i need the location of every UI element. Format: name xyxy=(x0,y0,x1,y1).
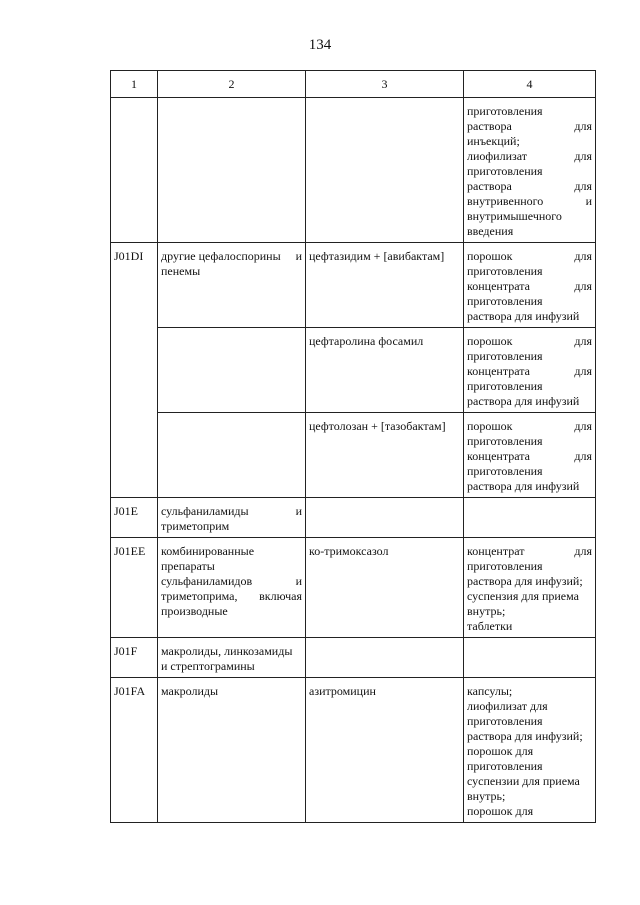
anatomical-group-cell xyxy=(158,413,306,498)
form-line-end: для xyxy=(574,419,592,433)
dosage-form-cell xyxy=(464,678,596,823)
form-line-start: внутривенного xyxy=(467,194,544,208)
drug-name-cell: ко-тримоксазол xyxy=(306,538,464,638)
dosage-form-cell xyxy=(464,413,596,498)
table-row xyxy=(111,243,596,328)
anatomical-group-cell xyxy=(158,498,306,538)
anatomical-group-cell xyxy=(158,98,306,243)
atc-code-cell: J01FA xyxy=(111,678,158,823)
page-number: 134 xyxy=(308,37,332,53)
form-line-end: для xyxy=(574,449,592,463)
anatomical-group-cell xyxy=(158,243,306,328)
table-row xyxy=(111,98,596,243)
group-line xyxy=(161,589,302,604)
dosage-form-cell xyxy=(464,328,596,413)
form-line-start: порошок xyxy=(467,249,513,263)
form-line: введения xyxy=(467,224,514,238)
form-line-end: для xyxy=(574,364,592,378)
anatomical-group-cell xyxy=(158,638,306,678)
form-line-end: для xyxy=(574,334,592,348)
form-line: приготовления xyxy=(467,559,543,573)
form-line xyxy=(467,149,592,164)
form-line-end: для xyxy=(574,544,592,558)
form-line xyxy=(467,419,592,434)
form-line-start: концентрат xyxy=(467,544,525,558)
anatomical-group-cell xyxy=(158,538,306,638)
table-header-row xyxy=(111,71,596,98)
atc-code-cell: J01EE xyxy=(111,538,158,638)
form-line: лиофилизат для xyxy=(467,699,548,713)
group-line-end: и xyxy=(295,249,302,263)
table-row xyxy=(111,498,596,538)
group-line-start: триметоприма, xyxy=(161,589,238,603)
form-line: суспензии для приема xyxy=(467,774,580,788)
anatomical-group-cell xyxy=(158,678,306,823)
drug-name-cell: цефтаролина фосамил xyxy=(306,328,464,413)
form-line: приготовления xyxy=(467,464,543,478)
form-line: раствора для инфузий; xyxy=(467,574,583,588)
group-line-start: сульфаниламиды xyxy=(161,504,249,518)
drug-name-cell xyxy=(306,498,464,538)
column-header-2: 2 xyxy=(158,71,306,98)
table-row xyxy=(111,678,596,823)
group-line: пенемы xyxy=(161,264,201,278)
form-line-start: порошок xyxy=(467,334,513,348)
form-line-end: для xyxy=(574,249,592,263)
form-line: порошок для xyxy=(467,744,534,758)
group-line: препараты xyxy=(161,559,215,573)
drug-name-cell: цефтазидим + [авибактам] xyxy=(306,243,464,328)
form-line: таблетки xyxy=(467,619,513,633)
table-row xyxy=(111,328,596,413)
group-line-end: и xyxy=(295,574,302,588)
form-line-start: концентрата xyxy=(467,279,530,293)
form-line xyxy=(467,364,592,379)
form-line xyxy=(467,279,592,294)
form-line xyxy=(467,544,592,559)
form-line-end: для xyxy=(574,119,592,133)
dosage-form-cell xyxy=(464,498,596,538)
form-line-start: раствора xyxy=(467,179,512,193)
form-line: приготовления xyxy=(467,349,543,363)
table-row xyxy=(111,413,596,498)
drug-name-cell xyxy=(306,638,464,678)
group-line-end: включая xyxy=(259,589,302,603)
form-line xyxy=(467,179,592,194)
form-line: приготовления xyxy=(467,164,543,178)
dosage-form-cell xyxy=(464,638,596,678)
atc-code-cell xyxy=(111,98,158,243)
group-line: комбинированные xyxy=(161,544,255,558)
group-line: макролиды, линкозамиды xyxy=(161,644,293,658)
group-line: макролиды xyxy=(161,684,219,698)
form-line: приготовления xyxy=(467,264,543,278)
form-line: приготовления xyxy=(467,714,543,728)
form-line xyxy=(467,119,592,134)
form-line xyxy=(467,194,592,209)
group-line-end: и xyxy=(295,504,302,518)
form-line: суспензия для приема xyxy=(467,589,579,603)
form-line: внутримышечного xyxy=(467,209,562,223)
form-line-start: концентрата xyxy=(467,364,530,378)
column-header-1: 1 xyxy=(111,71,158,98)
drug-name-cell: цефтолозан + [тазобактам] xyxy=(306,413,464,498)
table-row xyxy=(111,538,596,638)
form-line: приготовления xyxy=(467,294,543,308)
form-line-start: лиофилизат xyxy=(467,149,528,163)
atc-code-cell: J01E xyxy=(111,498,158,538)
dosage-form-cell xyxy=(464,538,596,638)
form-line: раствора для инфузий xyxy=(467,394,580,408)
form-line: приготовления xyxy=(467,434,543,448)
column-header-4: 4 xyxy=(464,71,596,98)
form-line: раствора для инфузий; xyxy=(467,729,583,743)
form-line: приготовления xyxy=(467,379,543,393)
form-line-end: для xyxy=(574,149,592,163)
form-line-start: раствора xyxy=(467,119,512,133)
form-line-end: для xyxy=(574,279,592,293)
atc-code-cell: J01DI xyxy=(111,243,158,498)
form-line-start: концентрата xyxy=(467,449,530,463)
table-body xyxy=(111,98,596,823)
form-line-start: порошок xyxy=(467,419,513,433)
group-line-start: сульфаниламидов xyxy=(161,574,253,588)
form-line-end: и xyxy=(585,194,592,208)
group-line-start: другие цефалоспорины xyxy=(161,249,281,263)
group-line: производные xyxy=(161,604,228,618)
form-line-end: для xyxy=(574,179,592,193)
dosage-form-cell xyxy=(464,243,596,328)
form-line: раствора для инфузий xyxy=(467,309,580,323)
anatomical-group-cell xyxy=(158,328,306,413)
table-row xyxy=(111,638,596,678)
group-line: триметоприм xyxy=(161,519,230,533)
form-line: раствора для инфузий xyxy=(467,479,580,493)
form-line: внутрь; xyxy=(467,789,506,803)
atc-code-cell: J01F xyxy=(111,638,158,678)
dosage-form-cell xyxy=(464,98,596,243)
group-line xyxy=(161,249,302,264)
form-line: порошок для xyxy=(467,804,534,818)
form-line: приготовления xyxy=(467,759,543,773)
column-header-3: 3 xyxy=(306,71,464,98)
form-line: инъекций; xyxy=(467,134,520,148)
group-line: и стрептограмины xyxy=(161,659,255,673)
group-line xyxy=(161,504,302,519)
form-line: приготовления xyxy=(467,104,543,118)
drug-name-cell: азитромицин xyxy=(306,678,464,823)
form-line xyxy=(467,334,592,349)
drug-table xyxy=(110,70,596,823)
group-line xyxy=(161,574,302,589)
form-line: внутрь; xyxy=(467,604,506,618)
form-line xyxy=(467,249,592,264)
drug-name-cell xyxy=(306,98,464,243)
form-line: капсулы; xyxy=(467,684,513,698)
form-line xyxy=(467,449,592,464)
